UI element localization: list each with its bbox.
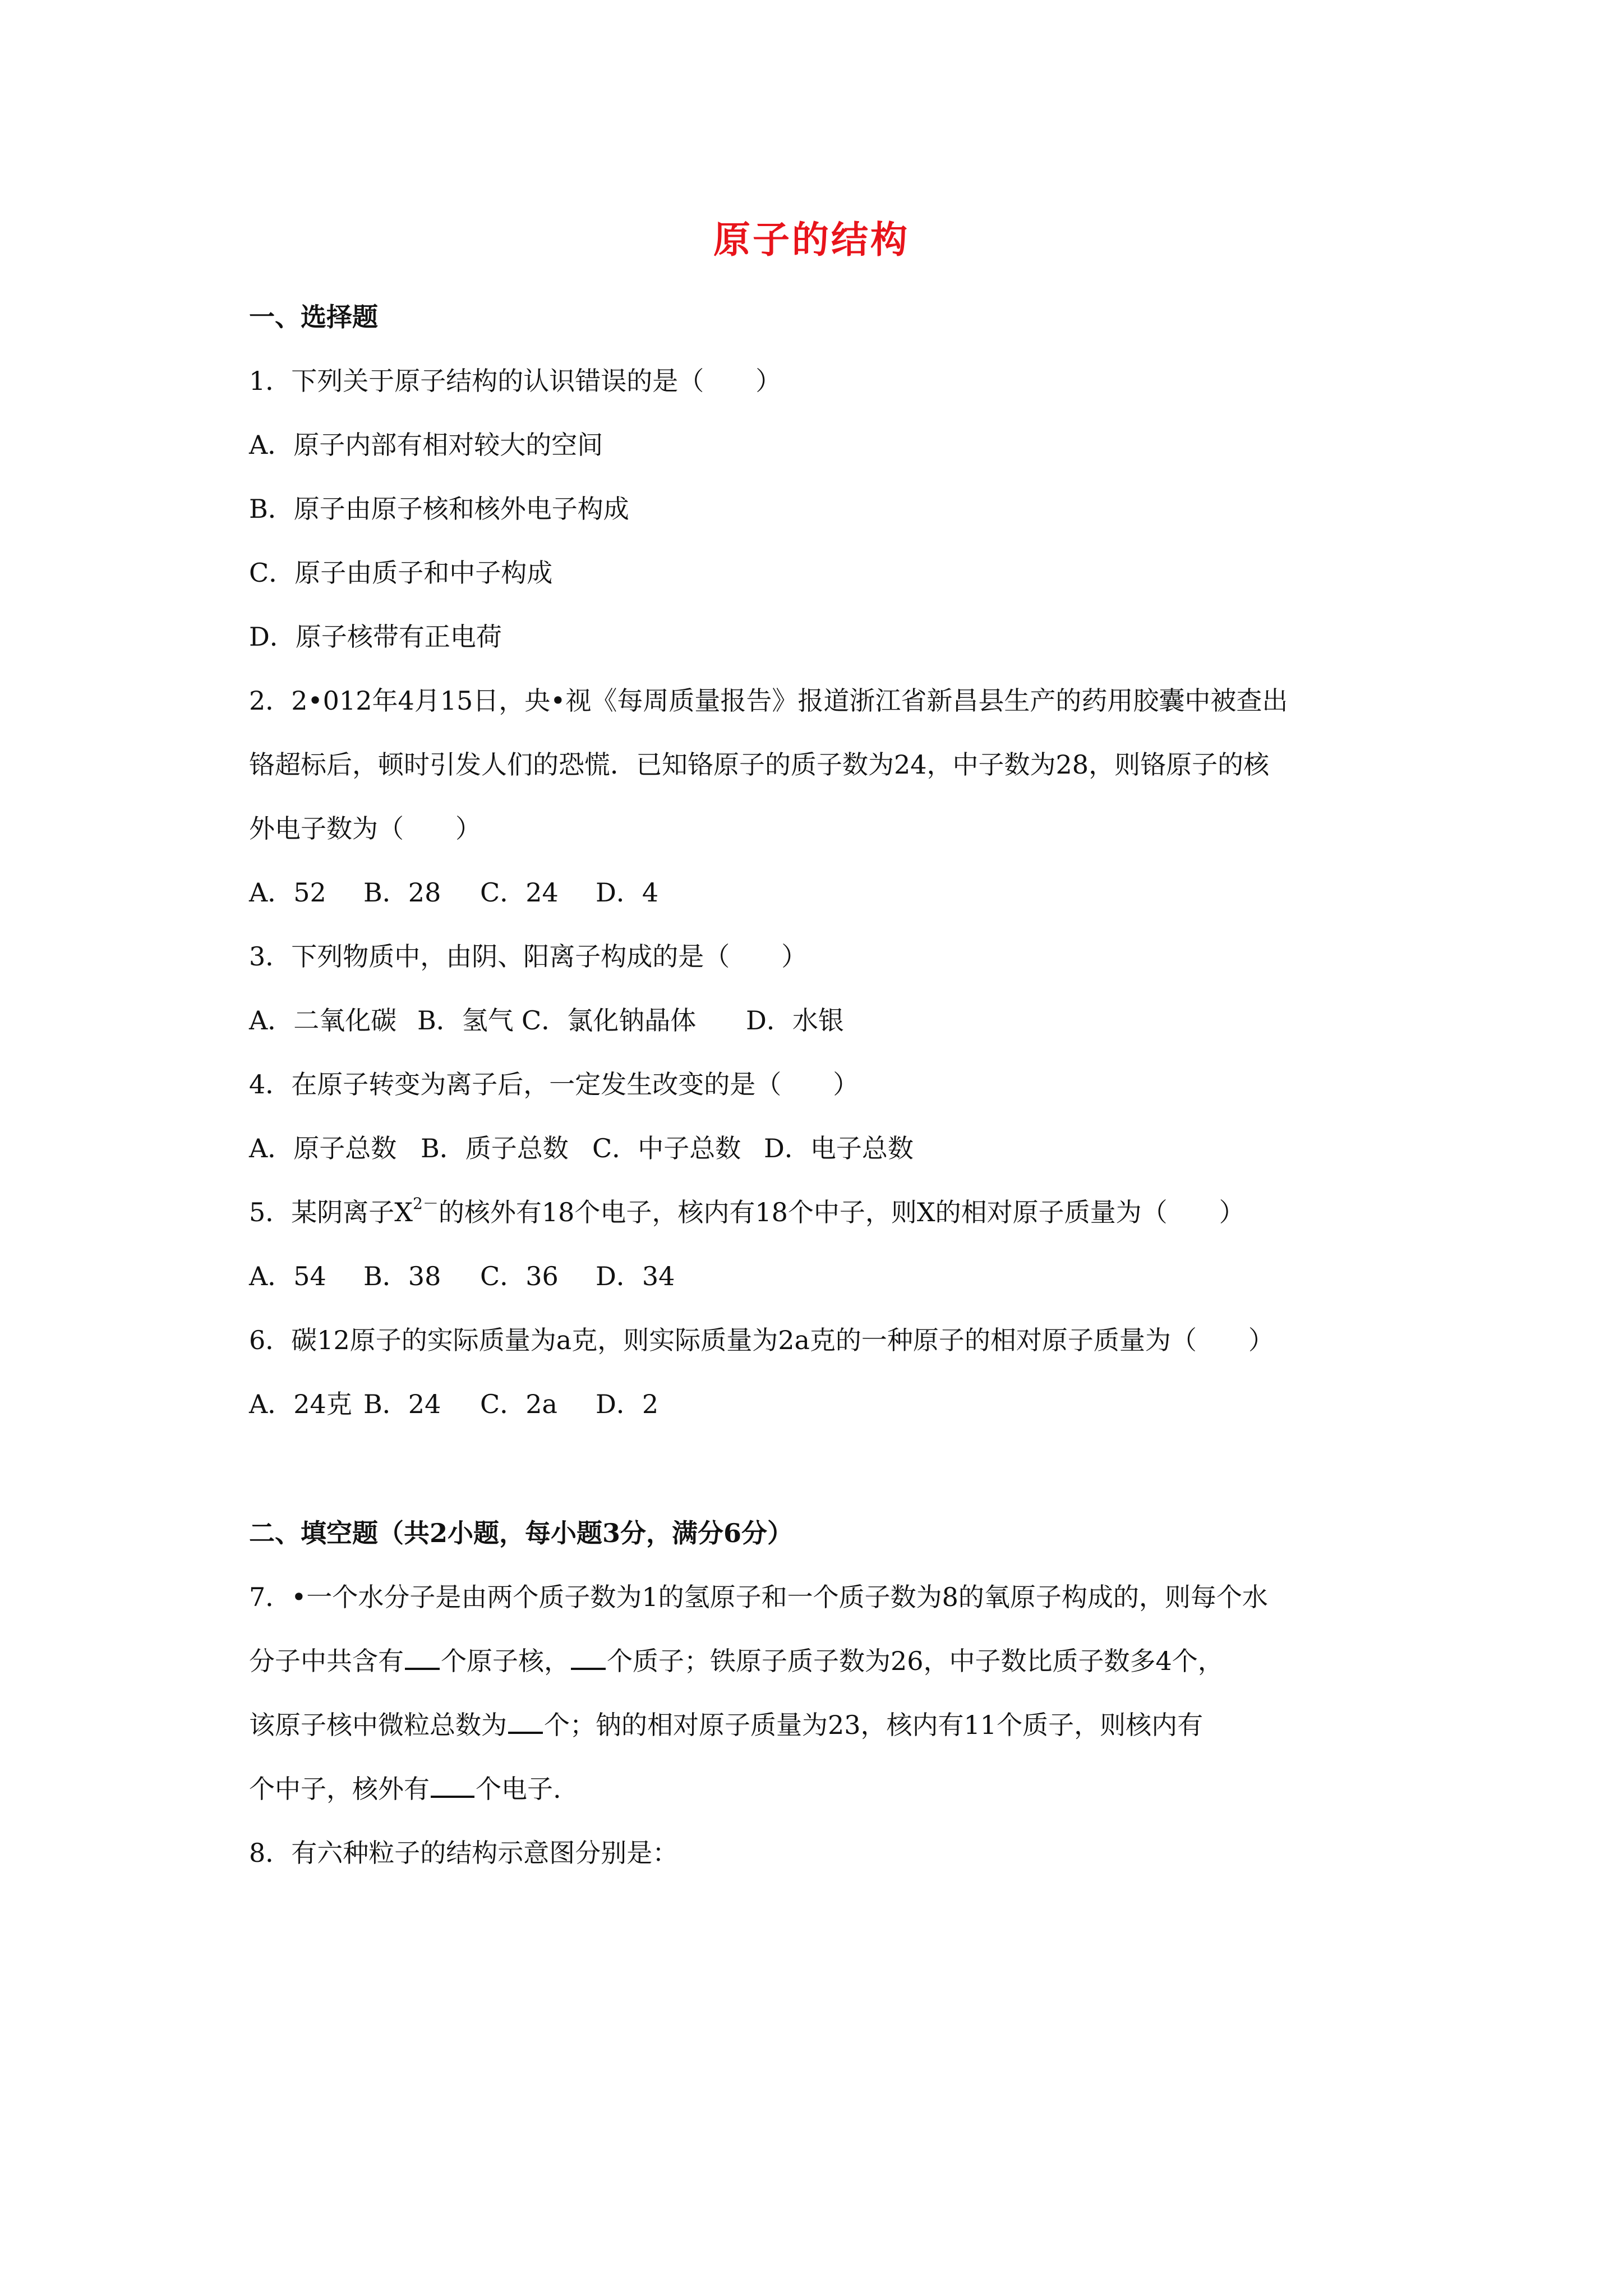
answer-blank[interactable] <box>431 1770 474 1798</box>
question-7-text: 个原子核， <box>441 1646 570 1676</box>
question-2-option-b: B．28 <box>363 877 441 908</box>
question-5-option-d: D．34 <box>596 1261 675 1291</box>
question-4-option-b: B．质子总数 <box>421 1133 569 1163</box>
question-3-options <box>249 1001 844 1040</box>
question-7-text: 分子中共含有 <box>249 1646 404 1676</box>
question-2-option-d: D．4 <box>596 877 659 908</box>
question-7-line-3 <box>249 1705 1203 1745</box>
question-8-stem: 8．有六种粒子的结构示意图分别是： <box>249 1838 679 1868</box>
question-6-options <box>249 1384 658 1424</box>
question-3-option-c: C．氯化钠晶体 <box>522 1005 697 1036</box>
section-heading-fill-in: 二、填空题（共2小题，每小题3分，满分6分） <box>249 1518 794 1548</box>
question-2-stem-line-2: 铬超标后，顿时引发人们的恐慌．已知铬原子的质子数为24，中子数为28，则铬原子的核 <box>249 749 1270 780</box>
question-5-option-c: C．36 <box>480 1261 559 1291</box>
question-5-stem-pre: 5．某阴离子X <box>249 1197 413 1227</box>
question-7-text: 该原子核中微粒总数为 <box>249 1710 507 1740</box>
question-2-option-a: A．52 <box>249 877 326 908</box>
question-1-option-c: C．原子由质子和中子构成 <box>249 558 553 588</box>
question-1-option-b: B．原子由原子核和核外电子构成 <box>249 494 629 524</box>
question-5-option-a: A．54 <box>249 1261 326 1291</box>
question-6-option-a: A．24克 <box>249 1389 352 1419</box>
question-5-options <box>249 1257 675 1296</box>
question-7-line-4 <box>249 1769 561 1809</box>
question-2-stem-line-1: 2．2•012年4月15日，央•视《每周质量报告》报道浙江省新昌县生产的药用胶囊中被查出 <box>249 685 1288 716</box>
question-4-stem: 4．在原子转变为离子后，一定发生改变的是（ ） <box>249 1069 859 1099</box>
question-4-option-c: C．中子总数 <box>592 1133 741 1163</box>
question-6-option-d: D．2 <box>596 1389 659 1419</box>
question-2-stem-line-3: 外电子数为（ ） <box>249 813 481 844</box>
question-3-option-a: A．二氧化碳 <box>249 1005 397 1036</box>
answer-blank[interactable] <box>508 1706 543 1734</box>
question-2-options <box>249 873 658 912</box>
section-heading-choice: 一、选择题 <box>249 302 378 332</box>
question-3-option-b: B．氢气 <box>417 1005 514 1036</box>
question-1-stem: 1．下列关于原子结构的认识错误的是（ ） <box>249 366 782 396</box>
question-7-line-2 <box>249 1641 1224 1681</box>
question-4-options <box>249 1129 914 1168</box>
question-5-option-b: B．38 <box>363 1261 441 1291</box>
question-7-text: 个质子；铁原子质子数为26，中子数比质子数多4个， <box>607 1646 1224 1676</box>
question-5-stem-post: 的核外有18个电子，核内有18个中子，则X的相对原子质量为（ ） <box>438 1197 1245 1227</box>
question-3-stem: 3．下列物质中，由阴、阳离子构成的是（ ） <box>249 941 808 972</box>
question-4-option-d: D．电子总数 <box>764 1133 914 1163</box>
ion-charge-superscript: 2－ <box>413 1194 439 1213</box>
question-7-text: 个电子. <box>476 1774 561 1804</box>
question-6-stem: 6．碳12原子的实际质量为a克，则实际质量为2a克的一种原子的相对原子质量为（ ） <box>249 1325 1274 1355</box>
question-5-stem <box>249 1193 1245 1232</box>
question-6-option-b: B．24 <box>363 1389 441 1419</box>
question-7-text: 个；钠的相对原子质量为23，核内有11个质子，则核内有 <box>544 1710 1204 1740</box>
question-2-option-c: C．24 <box>480 877 559 908</box>
answer-blank[interactable] <box>405 1642 440 1670</box>
answer-blank[interactable] <box>571 1642 606 1670</box>
page-title: 原子的结构 <box>713 218 910 261</box>
question-1-option-a: A．原子内部有相对较大的空间 <box>249 430 603 460</box>
question-3-option-d: D．水银 <box>746 1005 844 1036</box>
question-7-text: 个中子，核外有 <box>249 1774 430 1804</box>
question-4-option-a: A．原子总数 <box>249 1133 397 1163</box>
question-7-line-1: 7．•一个水分子是由两个质子数为1的氢原子和一个质子数为8的氧原子构成的，则每个水 <box>249 1582 1268 1612</box>
question-6-option-c: C．2a <box>480 1389 557 1419</box>
question-1-option-d: D．原子核带有正电荷 <box>249 622 502 652</box>
